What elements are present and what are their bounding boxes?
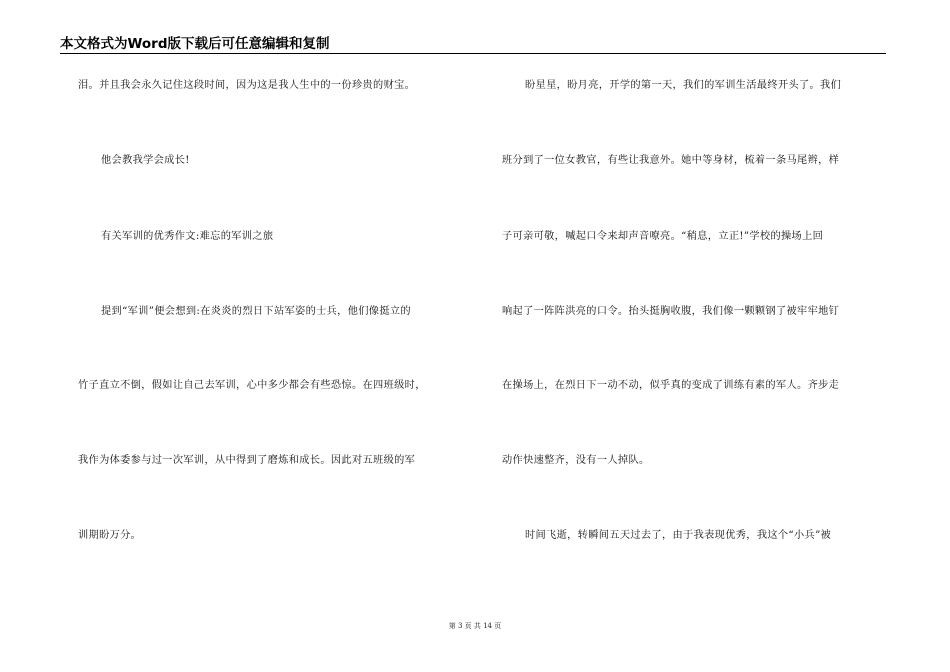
header-divider [60, 53, 886, 54]
paragraph-line: 动作快速整齐，没有一人掉队。 [502, 455, 650, 466]
paragraph-line: 盼星星，盼月亮，开学的第一天，我们的军训生活最终开头了。我们 [525, 80, 842, 91]
paragraph-line: 泪。并且我会永久记住这段时间，因为这是我人生中的一份珍贵的财宝。 [78, 80, 416, 91]
paragraph-line: 班分到了一位女教官，有些让我意外。她中等身材，梳着一条马尾辫，样 [502, 155, 840, 166]
paragraph-line: 竹子直立不倒，假如让自己去军训，心中多少都会有些恐惊。在四班级时， [78, 380, 426, 391]
paragraph-line: 提到“军训”便会想到:在炎炎的烈日下站军姿的士兵，他们像挺立的 [101, 306, 411, 317]
paragraph-line: 我作为体委参与过一次军训，从中得到了磨炼和成长。因此对五班级的军 [78, 455, 416, 466]
document-header-title: 本文格式为Word版下载后可任意编辑和复制 [60, 36, 330, 52]
paragraph-line: 响起了一阵阵洪亮的口令。抬头挺胸收腹，我们像一颗颗钢了被牢牢地钉 [502, 306, 840, 317]
paragraph-line: 时间飞逝，转瞬间五天过去了，由于我表现优秀，我这个“小兵”被 [525, 530, 832, 541]
paragraph-line: 子可亲可敬，喊起口令来却声音嘹亮。“稍息，立正!”学校的操场上回 [502, 231, 824, 242]
paragraph-line: 在操场上，在烈日下一动不动，似乎真的变成了训练有素的军人。齐步走 [502, 380, 840, 391]
article-heading-line: 有关军训的优秀作文:难忘的军训之旅 [101, 231, 274, 242]
page-number-footer: 第 3 页 共 14 页 [448, 622, 502, 630]
paragraph-line: 训期盼万分。 [78, 530, 142, 541]
paragraph-line: 他会教我学会成长! [101, 155, 190, 166]
